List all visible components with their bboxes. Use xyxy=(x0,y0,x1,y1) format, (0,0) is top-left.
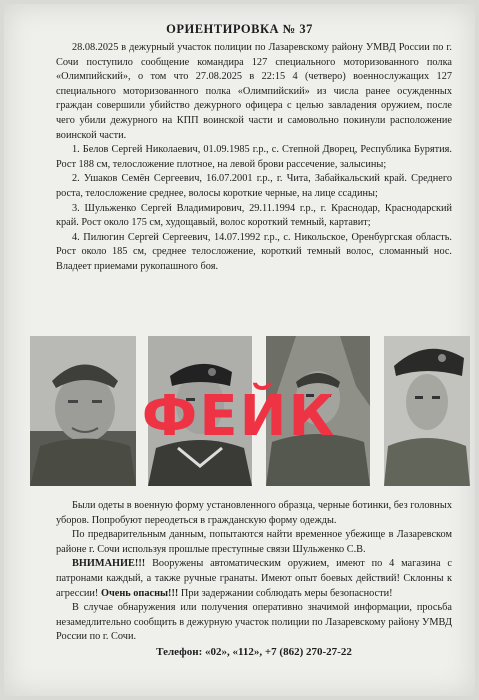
warning-text: Вооружены автоматическим оружием, имеют по 4 магазина с патронами каждый, а также ручные гранаты. Имеют опыт боевых действий! Склонны к агрессии! xyxy=(56,558,452,599)
phone-line: Телефон: «02», «112», +7 (862) 270-27-22 xyxy=(156,645,352,658)
document-title: ОРИЕНТИРОВКА № 37 xyxy=(166,22,313,36)
intro-paragraph: 28.08.2025 в дежурный участок полиции по Лазаревскому району УМВД России по г. Сочи поступило сообщение командира 127 специального моторизованного полка «Олимпийский», о том что 27.08.2025 в 22:15 4 (четверо) военнослужащих 127 специального моторизованного полка «Олимпийский» из числа ранее осужденных граждан совершили убийство дежурного офицера с целью завладения оружием, после чего убили дежурного на КПП воинской части и самовольно покинули расположение воинской части. xyxy=(56,42,452,141)
clothing-paragraph: Были одеты в военную форму установленного образца, черные ботинки, без головных уборов. Попробуют переодеться в гражданскую форму одежды. xyxy=(56,500,452,526)
suspect-3: 3. Шульженко Сергей Владимирович, 29.11.1994 г.р., г. Краснодар, Краснодарский край. Рост около 175 см, худощавый, волос короткий темный, картавит; xyxy=(56,202,452,229)
orientation-sheet xyxy=(4,4,475,696)
fake-stamp: ФЕЙК xyxy=(141,384,337,449)
request-paragraph: В случае обнаружения или получения оперативно значимой информации, просьба незамедлительно сообщить в дежурную участок полиции по Лазаревскому району УМВД России по г. Сочи. xyxy=(56,602,452,643)
suspect-photo-4 xyxy=(384,336,470,486)
shelter-paragraph: По предварительным данным, попытаются найти временное убежище в Лазаревском районе г. Сочи используя прошлые преступные связи Шульженко С.В. xyxy=(56,529,452,555)
document-top-text xyxy=(56,41,452,275)
warning-paragraph xyxy=(56,557,452,601)
suspect-4: 4. Пилюгин Сергей Сергеевич, 14.07.1992 г.р., с. Никольское, Оренбургская область. Рост около 185 см, среднее телосложение, короткий темный волос, сломанный нос. Владеет приемами рукопашного боя. xyxy=(56,231,452,272)
danger-label: Очень опасны!!! xyxy=(100,587,179,599)
suspect-2: 2. Ушаков Семён Сергеевич, 16.07.2001 г.р., г. Чита, Забайкальский край. Среднего роста, телосложение среднее, волосы короткие черные, на лице ссадины; xyxy=(56,173,452,199)
document-bottom-text xyxy=(56,499,452,660)
danger-text: При задержании соблюдать меры безопасности! xyxy=(178,587,393,599)
suspect-photo-1 xyxy=(30,336,136,486)
warning-label: ВНИМАНИЕ!!! xyxy=(72,558,146,570)
suspect-1: 1. Белов Сергей Николаевич, 01.09.1985 г.р., с. Степной Дворец, Республика Бурятия. Рост 188 см, телосложение плотное, на левой брови рассечение, залысины; xyxy=(56,144,452,170)
